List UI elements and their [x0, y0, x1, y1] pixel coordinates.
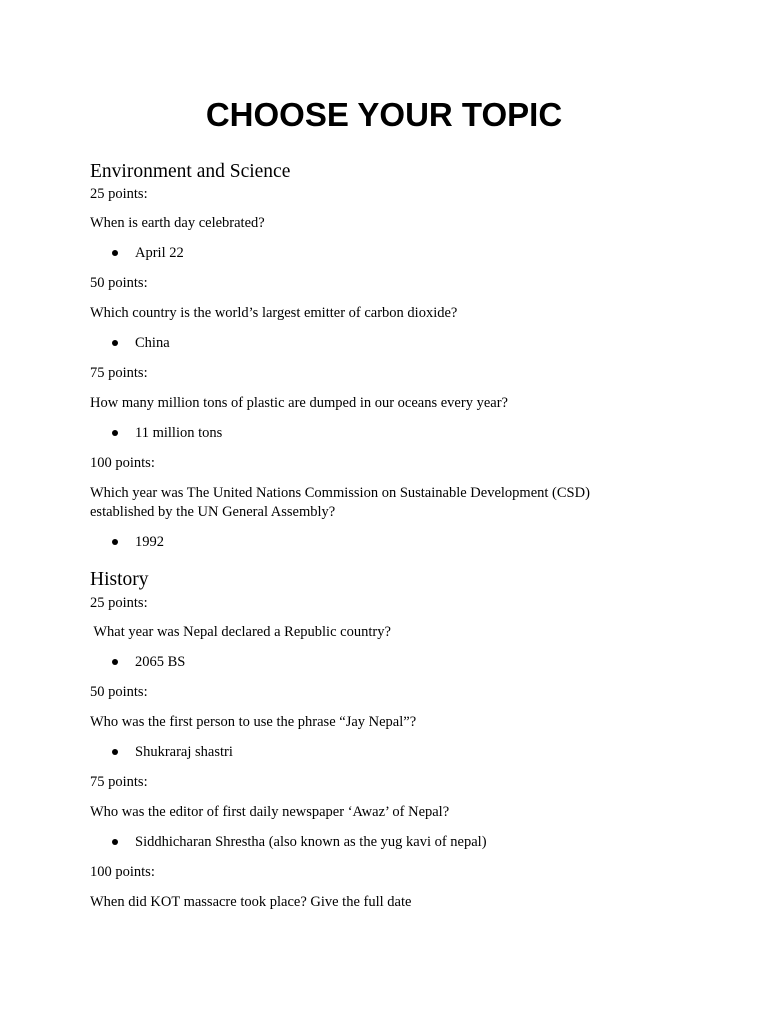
bullet-icon: [112, 659, 118, 665]
question-text: How many million tons of plastic are dumped in our oceans every year?: [90, 395, 508, 411]
points-label: 50 points:: [90, 275, 148, 291]
answer-item: [112, 742, 233, 762]
answer-item: [112, 532, 164, 552]
question-text: Which country is the world’s largest emitter of carbon dioxide?: [90, 305, 458, 321]
question-text: Who was the editor of first daily newspaper ‘Awaz’ of Nepal?: [90, 804, 450, 820]
answer-text: China: [135, 335, 170, 351]
section-heading-history: History: [90, 569, 149, 590]
question-text: What year was Nepal declared a Republic country?: [90, 624, 391, 640]
points-label: 100 points:: [90, 455, 155, 471]
answer-item: [112, 243, 184, 263]
bullet-icon: [112, 430, 118, 436]
points-label: 25 points:: [90, 595, 148, 611]
answer-item: [112, 832, 487, 852]
answer-item: [112, 652, 185, 672]
points-label: 50 points:: [90, 684, 148, 700]
answer-item: [112, 423, 222, 443]
answer-text: Siddhicharan Shrestha (also known as the yug kavi of nepal): [135, 834, 487, 850]
page-title: CHOOSE YOUR TOPIC: [205, 96, 563, 133]
question-text: When is earth day celebrated?: [90, 215, 265, 231]
question-text: Who was the first person to use the phrase “Jay Nepal”?: [90, 714, 417, 730]
points-label: 75 points:: [90, 365, 148, 381]
section-heading-environment: Environment and Science: [90, 161, 291, 182]
bullet-icon: [112, 749, 118, 755]
answer-text: Shukraraj shastri: [135, 744, 233, 760]
points-label: 100 points:: [90, 864, 155, 880]
answer-text: 1992: [135, 534, 164, 550]
answer-text: 2065 BS: [135, 654, 186, 670]
answer-text: April 22: [135, 245, 184, 261]
bullet-icon: [112, 839, 118, 845]
question-text: Which year was The United Nations Commission on Sustainable Development (CSD): [90, 485, 590, 501]
bullet-icon: [112, 340, 118, 346]
bullet-icon: [112, 250, 118, 256]
points-label: 75 points:: [90, 774, 148, 790]
answer-text: 11 million tons: [135, 425, 223, 441]
points-label: 25 points:: [90, 186, 148, 202]
bullet-icon: [112, 539, 118, 545]
question-text: established by the UN General Assembly?: [90, 504, 336, 520]
question-text: When did KOT massacre took place? Give the full date: [90, 894, 412, 910]
answer-item: [112, 333, 170, 353]
